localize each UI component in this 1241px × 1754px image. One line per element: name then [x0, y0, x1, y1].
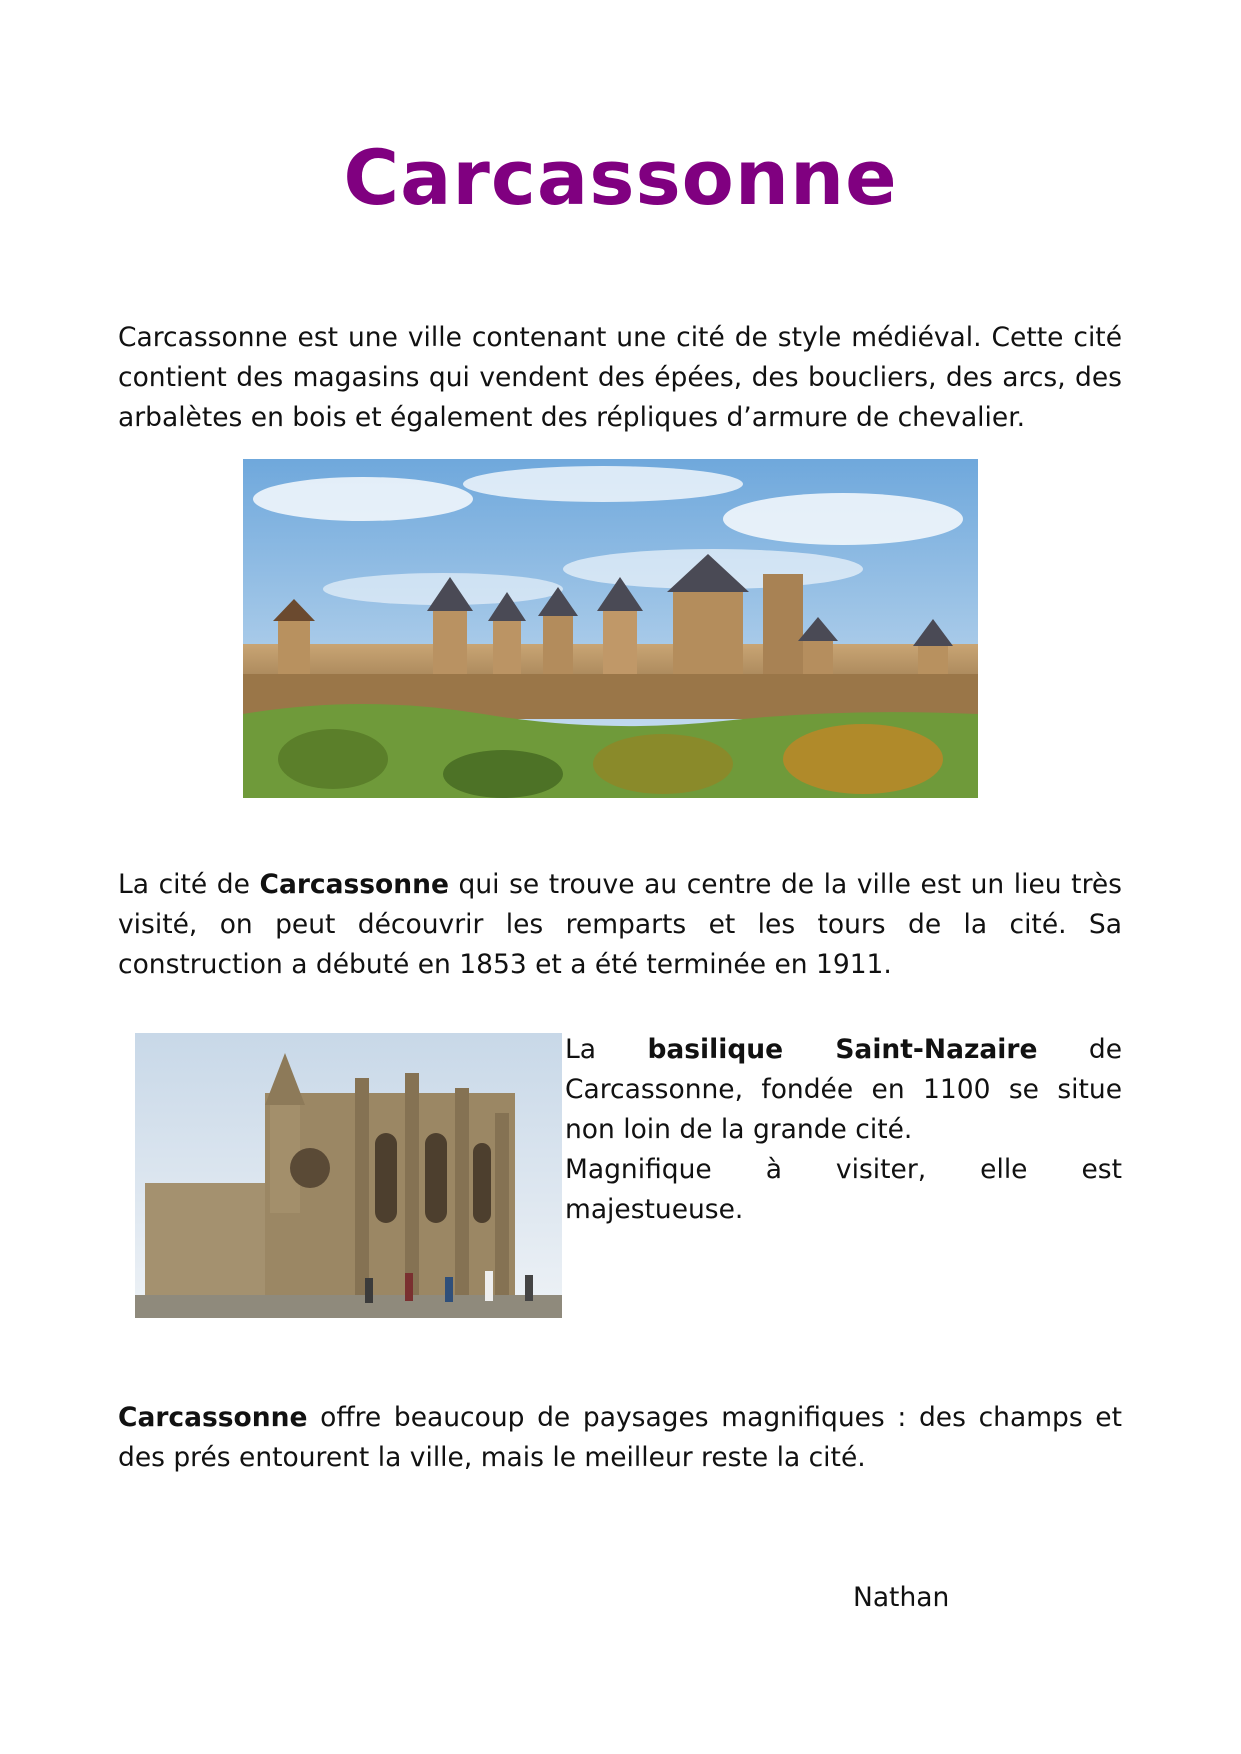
- basilica-line-rest: de Carcassonne, fondée en 1100 se situe non loin de la grande cité.: [565, 1034, 1122, 1145]
- basilica-name-bold: basilique Saint-Nazaire: [647, 1034, 1038, 1065]
- basilica-text: [565, 1030, 1122, 1230]
- page-title: Carcassonne: [343, 133, 898, 222]
- city-paragraph: [118, 865, 1122, 985]
- landscape-city-bold: Carcassonne: [118, 1402, 308, 1433]
- city-paragraph-start: La cité de: [118, 869, 260, 900]
- basilica-description: [565, 1030, 1122, 1150]
- basilica-photo: [135, 1033, 562, 1318]
- city-name-bold: Carcassonne: [259, 869, 449, 900]
- basilica-line-start: La: [565, 1034, 648, 1065]
- castle-photo: [243, 459, 978, 798]
- landscape-paragraph-rest: offre beaucoup de paysages magnifiques : des champs et des prés entourent la ville, mais le meilleur reste la cité.: [118, 1402, 1122, 1473]
- author-signature: Nathan: [853, 1582, 950, 1613]
- city-paragraph-rest: qui se trouve au centre de la ville est un lieu très visité, on peut découvrir les remparts et les tours de la cité. Sa construction a débuté en 1853 et a été terminée en 1911.: [118, 869, 1122, 980]
- landscape-paragraph: [118, 1398, 1122, 1478]
- basilica-comment: Magnifique à visiter, elle est majestueuse.: [565, 1154, 1122, 1225]
- intro-paragraph: Carcassonne est une ville contenant une cité de style médiéval. Cette cité contient des magasins qui vendent des épées, des boucliers, des arcs, des arbalètes en bois et également des répliques d’armure de chevalier.: [118, 322, 1122, 433]
